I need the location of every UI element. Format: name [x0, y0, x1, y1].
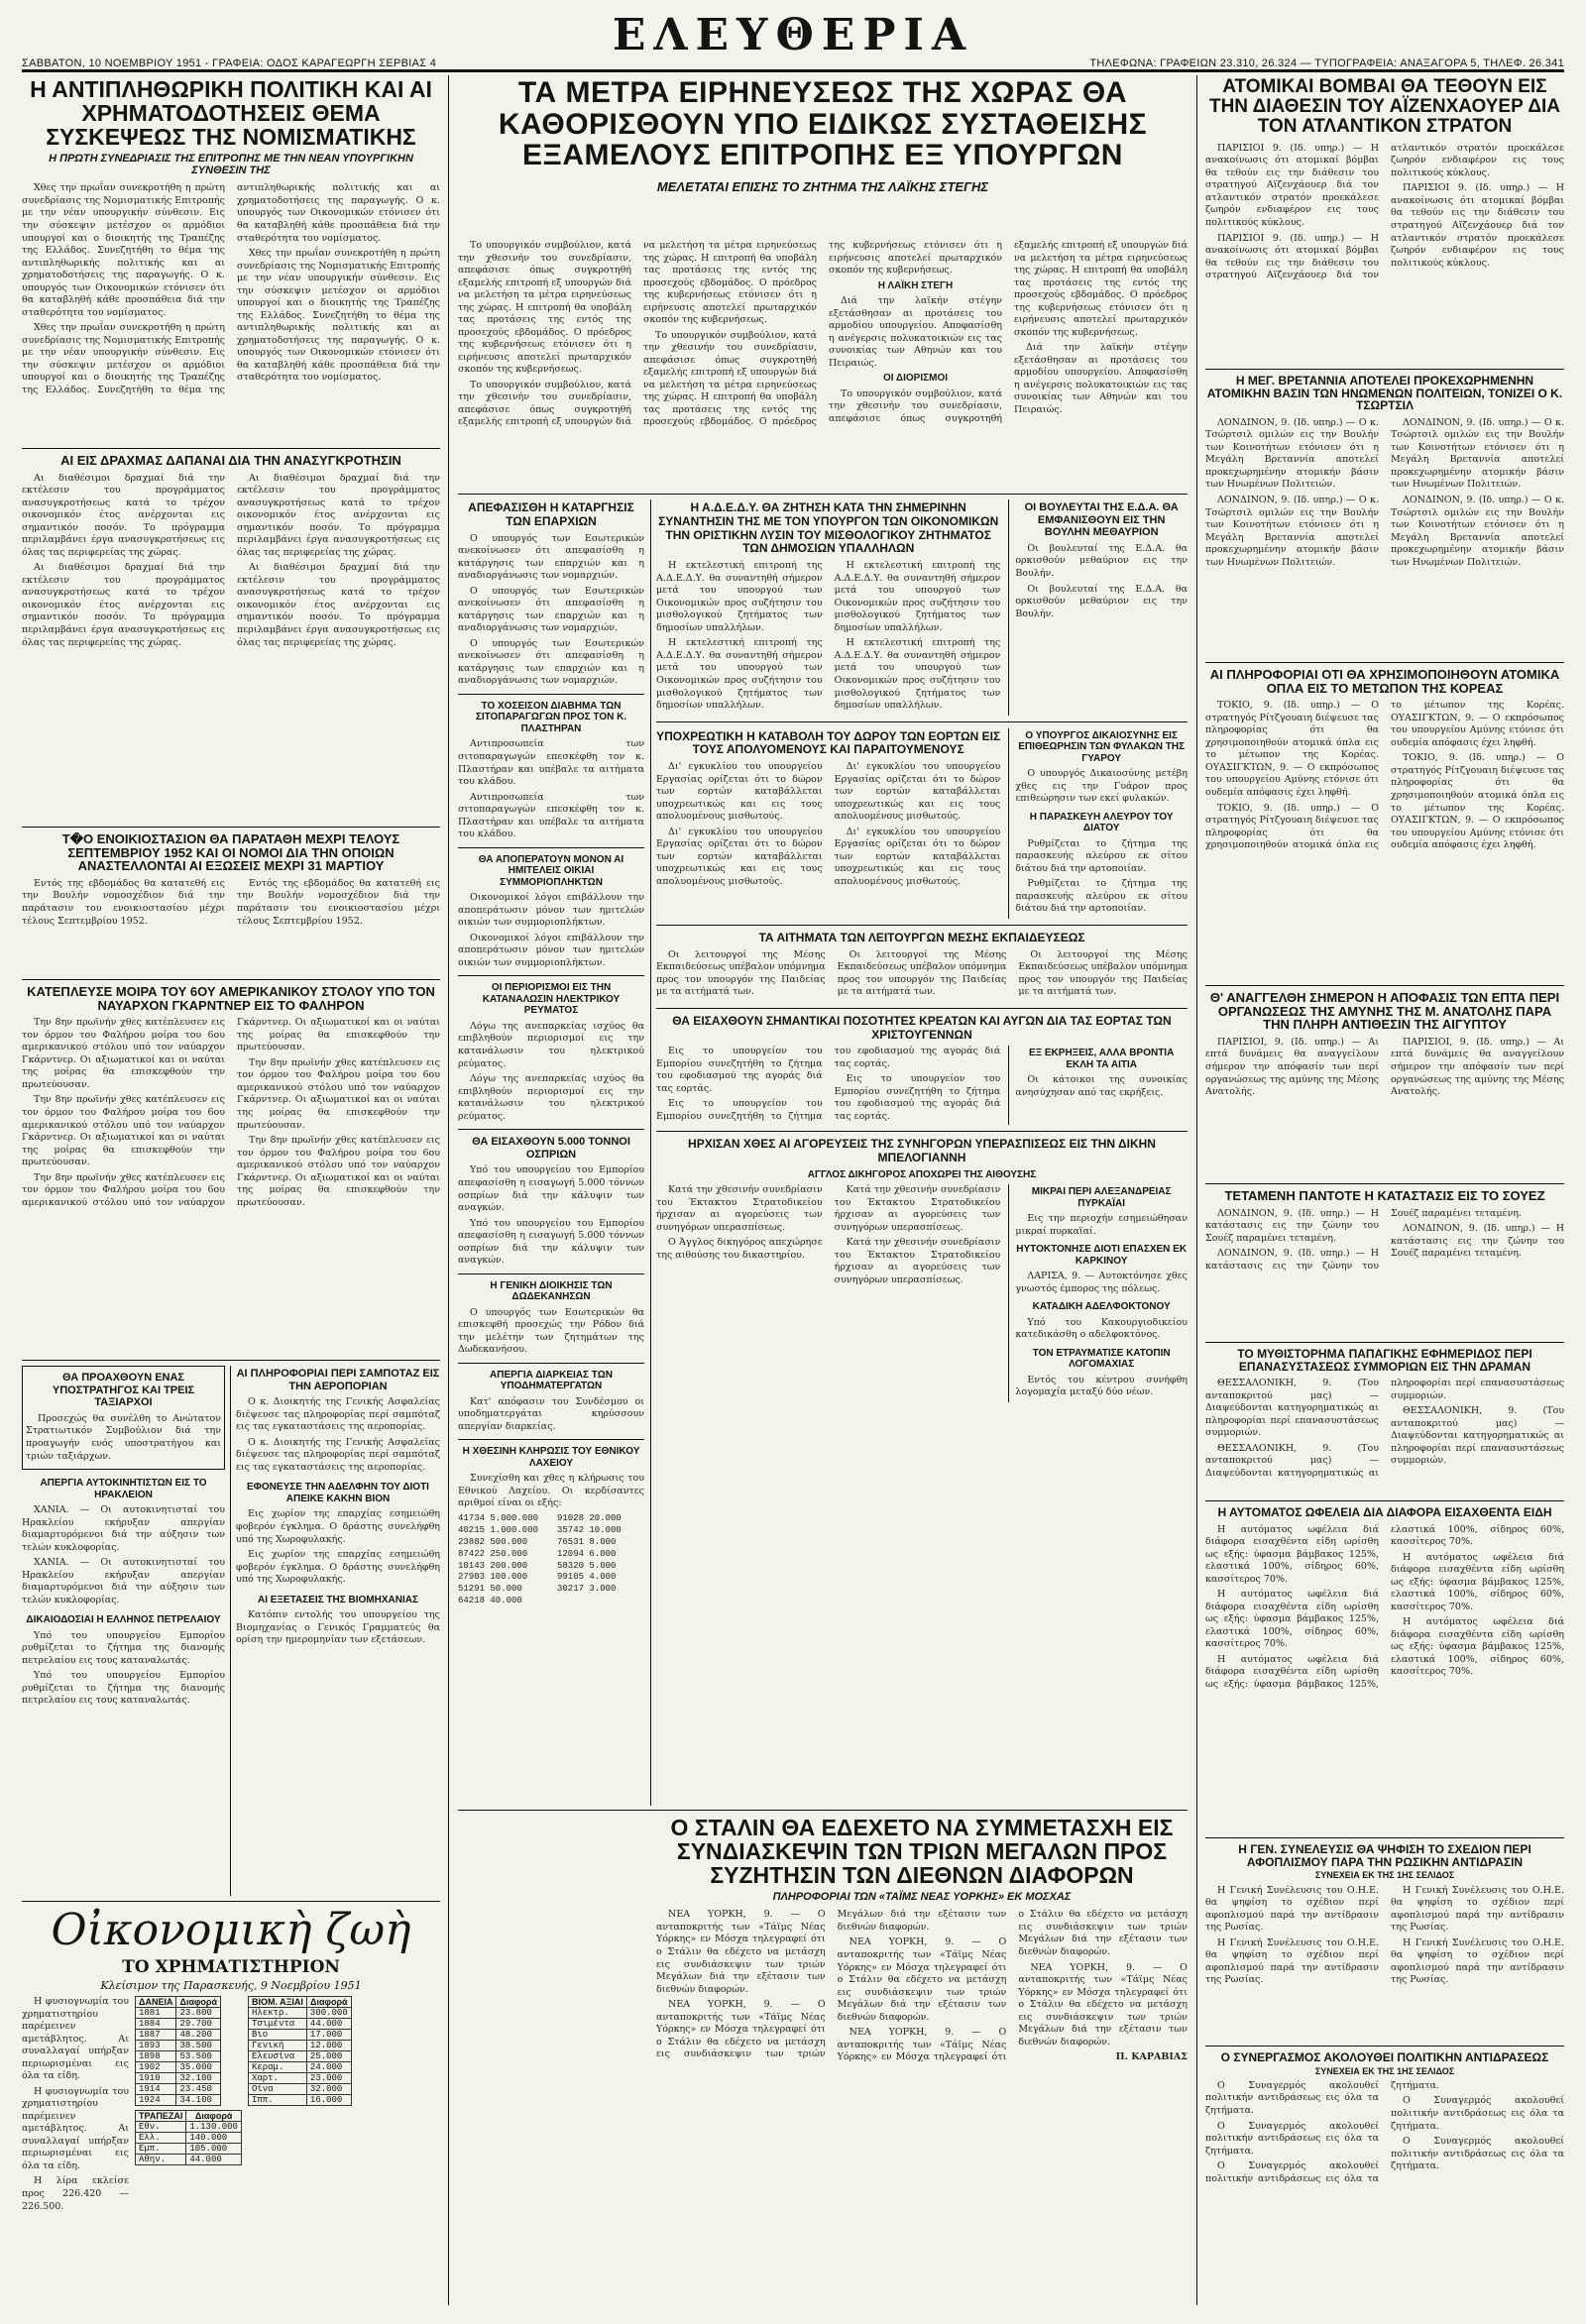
table-cell: 25.000	[306, 2051, 351, 2062]
column-rule	[230, 1366, 231, 1896]
lottery-number: 51291 50.000	[458, 1584, 522, 1595]
headline-diatoy: Η ΠΑΡΑΣΚΕΥΗ ΑΛΕΥΡΟΥ ΤΟΥ ΔΙΑΤΟΥ	[1029, 811, 1174, 834]
article-body: ΤΟΚΙΟ, 9. (Ιδ. υπηρ.) — Ο στρατηγός Ρίτζγουαιη διέψευσε τας πληροφορίας ότι θα χρησιμοποιηθούν ατομικά όπλα εις το μέτωπον της Κορέας. ΟΥΑΣΙΓΚΤΩΝ, 9. — Ο εκπρόσωπος του υπουργείου Αμύνης ετόνισε ότι ουδεμία απόφασις έχει ληφθή. ΤΟΚΙΟ, 9. (Ιδ. υπηρ.) — Ο στρατηγός Ρίτζγουαιη διέψευσε τας πληροφορίας ότι θα χρησιμοποιηθούν ατομικά όπλα εις το μέτωπον της Κορέας. ΟΥΑΣΙΓΚΤΩΝ, 9. — Ο εκπρόσωπος του υπουργείου Αμύνης ετόνισε ότι ουδεμία απόφασις έχει ληφθή. ΤΟΚΙΟ, 9. (Ιδ. υπηρ.) — Ο στρατηγός Ρίτζγουαιη διέψευσε τας πληροφορίας ότι θα χρησιμοποιηθούν ατομικά όπλα εις το μέτωπον της Κορέας. ΟΥΑΣΙΓΚΤΩΝ, 9. — Ο εκπρόσωπος του υπουργείου Αμύνης ετόνισε ότι ουδεμία απόφασις έχει ληφθή.	[1205, 700, 1564, 851]
body: Οι λειτουργοί της Μέσης Εκπαιδεύσεως υπέβαλον υπόμνημα προς τον υπουργόν της Παιδείας με τα αιτήματά των.	[1018, 948, 1188, 998]
table-cell: 48.200	[176, 2030, 221, 2041]
body: Εις το υπουργείον του Εμπορίου συνεζητήθη το ζήτημα του εφοδιασμού της αγοράς διά τας εορτάς.	[834, 1073, 1001, 1123]
table-cell: 1881	[136, 2008, 176, 2019]
lottery-number: 35742 10.000	[557, 1524, 622, 1535]
headline: Η ΑΝΤΙΠΛΗΘΩΡΙΚΗ ΠΟΛΙΤΙΚΗ ΚΑΙ ΑΙ ΧΡΗΜΑΤΟΔΟΤΗΣΕΙΣ ΘΕΜΑ ΣΥΣΚΕΨΕΩΣ ΤΗΣ ΝΟΜΙΣΜΑΤΙΚΗΣ	[30, 77, 432, 151]
article-body: Το υπουργικόν συμβούλιον, κατά την χθεσινήν του συνεδρίασιν, απεφάσισε όπως συγκροτηθή εξαμελής επιτροπή εξ υπουργών διά να μελετήση τα μέτρα ειρηνεύσεως της χώρας. Η επιτροπή θα υποβάλη τας προτάσεις της εντός της προσεχούς εβδομάδος. Ο πρόεδρος της κυβερνήσεως ετόνισεν ότι η ειρήνευσις αποτελεί πρωταρχικόν σκοπόν της κυβερνήσεως. Το υπουργικόν συμβούλιον, κατά την χθεσινήν του συνεδρίασιν, απεφάσισε όπως συγκροτηθή εξαμελής επιτροπή εξ υπουργών διά να μελετήση τα μέτρα ειρηνεύσεως της χώρας. Η επιτροπή θα υποβάλη τας προτάσεις της εντός της προσεχούς εβδομάδος. Ο πρόεδρος της κυβερνήσεως ετόνισεν ότι η ειρήνευσις αποτελεί πρωταρχικόν σκοπόν της κυβερνήσεως. Το υπουργικόν συμβούλιον, κατά την χθεσινήν του συνεδρίασιν, απεφάσισε όπως συγκροτηθή εξαμελής επιτροπή εξ υπουργών διά να μελετήση τα μέτρα ειρηνεύσεως της χώρας. Η επιτροπή θα υποβάλη τας προτάσεις της εντός της προσεχούς εβδομάδος. Ο πρόεδρος της κυβερνήσεως ετόνισεν ότι η ειρήνευσις αποτελεί πρωταρχικόν σκοπόν της κυβερνήσεως. Η ΛΑΪΚΗ ΣΤΕΓΗ Διά την λαϊκήν στέγην εξετάσθησαν αι προτάσεις του αρμοδίου υπουργείου. Αποφασίσθη η ανέγερσις πολυκατοικιών εις τας συνοικίας των Αθηνών και του Πειραιώς. ΟΙ ΔΙΟΡΙΣΜΟΙ Το υπουργικόν συμβούλιον, κατά την χθεσινήν του συνεδρίασιν, απεφάσισε όπως συγκροτηθή εξαμελής επιτροπή εξ υπουργών διά να μελετήση τα μέτρα ειρηνεύσεως της χώρας. Η επιτροπή θα υποβάλη τας προτάσεις της εντός της προσεχούς εβδομάδος. Ο πρόεδρος της κυβερνήσεως ετόνισεν ότι η ειρήνευσις αποτελεί πρωταρχικόν σκοπόν της κυβερνήσεως. Διά την λαϊκήν στέγην εξετάσθησαν αι προτάσεις του αρμοδίου υπουργείου. Αποφασίσθη η ανέγερσις πολυκατοικιών εις τας συνοικίας των Αθηνών και του Πειραιώς.	[458, 240, 1188, 428]
table-cell: Χαρτ.	[248, 2073, 306, 2084]
body: ΧΑΝΙΑ. — Οι αυτοκινητισταί του Ηρακλείου εκήρυξαν απεργίαν διαμαρτυρόμενοι διά την αύξησιν των τελών κυκλοφορίας.	[22, 1504, 225, 1553]
headline-kreata: ΘΑ ΕΙΣΑΧΘΟΥΝ ΣΗΜΑΝΤΙΚΑΙ ΠΟΣΟΤΗΤΕΣ ΚΡΕΑΤΩΝ ΚΑΙ ΑΥΓΩΝ ΔΙΑ ΤΑΣ ΕΟΡΤΑΣ ΤΩΝ ΧΡΙΣΤΟΥΓΕΝΝΩΝ	[672, 1013, 1172, 1042]
table-cell: 23.000	[306, 2073, 351, 2084]
table-cell: Εθν.	[136, 2122, 186, 2133]
article-body: Αι διαθέσιμοι δραχμαί διά την εκτέλεσιν του προγράμματος ανασυγκροτήσεως κατά το τρέχον οικονομικόν έτος ανέρχονται εις σημαντικόν ποσόν. Το πρόγραμμα περιλαμβάνει έργα ανασυγκροτήσεως εις όλας τας περιφερείας της χώρας. Αι διαθέσιμοι δραχμαί διά την εκτέλεσιν του προγράμματος ανασυγκροτήσεως κατά το τρέχον οικονομικόν έτος ανέρχονται εις σημαντικόν ποσόν. Το πρόγραμμα περιλαμβάνει έργα ανασυγκροτήσεως εις όλας τας περιφερείας της χώρας. Αι διαθέσιμοι δραχμαί διά την εκτέλεσιν του προγράμματος ανασυγκροτήσεως κατά το τρέχον οικονομικόν έτος ανέρχονται εις σημαντικόν ποσόν. Το πρόγραμμα περιλαμβάνει έργα ανασυγκροτήσεως εις όλας τας περιφερείας της χώρας. Αι διαθέσιμοι δραχμαί διά την εκτέλεσιν του προγράμματος ανασυγκροτήσεως κατά το τρέχον οικονομικόν έτος ανέρχονται εις σημαντικόν ποσόν. Το πρόγραμμα περιλαμβάνει έργα ανασυγκροτήσεως εις όλας τας περιφερείας της χώρας.	[22, 472, 440, 648]
body: Ο υπουργός των Εσωτερικών ανεκοίνωσεν ότι απεφασίσθη η κατάργησις των επαρχιών και η αναδιοργάνωσις των νομαρχιών.	[458, 637, 644, 687]
divider	[458, 494, 1188, 495]
article-souez	[1205, 1189, 1564, 1338]
table-cell: 1893	[136, 2041, 176, 2051]
table-cell: 23.450	[176, 2084, 221, 2095]
body: Οι κάτοικοι της συνοικίας ανησύχησαν από τας εκρήξεις.	[1015, 1074, 1188, 1098]
headline: Θ' ΑΝΑΓΓΕΛΘΗ ΣΗΜΕΡΟΝ Η ΑΠΟΦΑΣΙΣ ΤΩΝ ΕΠΤΑ ΠΕΡΙ ΟΡΓΑΝΩΣΕΩΣ ΤΗΣ ΑΜΥΝΗΣ ΤΗΣ Μ. ΑΝΑΤΟΛΗΣ ΠΑΡΑ ΤΗΝ ΠΛΗΡΗ ΑΝΤΙΘΕΣΙΝ ΤΗΣ ΑΙΓΥΠΤΟΥ	[1209, 991, 1560, 1033]
body: Δι' εγκυκλίου του υπουργείου Εργασίας ορίζεται ότι το δώρον των εορτών καταβάλλεται υποχρεωτικώς και εις τους απολυομένους μισθωτούς.	[656, 826, 823, 887]
article-rosiki	[1205, 1843, 1564, 2042]
divider	[22, 1901, 440, 1902]
headline: ΤΟ ΜΥΘΙΣΤΟΡΗΜΑ ΠΑΠΑΓΙΚΗΣ ΕΦΗΜΕΡΙΔΟΣ ΠΕΡΙ ΕΠΑΝΑΣΥΣΤΑΣΕΩΣ ΣΥΜΜΟΡΙΩΝ ΕΙΣ ΤΗΝ ΔΡΑΜΑΝ	[1237, 1348, 1532, 1374]
body: Η εκτελεστική επιτροπή της Α.Δ.Ε.Δ.Υ. θα συναντηθή σήμερον μετά του υπουργού των Οικονομικών προς συζήτησιν του μισθολογικού ζητήματος των δημοσίων υπαλλήλων.	[656, 637, 823, 712]
headline: Η ΑΥΤΟΜΑΤΟΣ ΩΦΕΛΕΙΑ ΔΙΑ ΔΙΑΦΟΡΑ ΕΙΣΑΧΘΕΝΤΑ ΕΙΔΗ	[1217, 1506, 1552, 1519]
lottery-number: 27903 100.000	[458, 1572, 528, 1583]
table-cell: 24.000	[306, 2062, 351, 2073]
lottery-number: 99105 4.000	[557, 1572, 617, 1583]
article-body: ΛΟΝΔΙΝΟΝ, 9. (Ιδ. υπηρ.) — Ο κ. Τσώρτσιλ ομιλών εις την Βουλήν των Κοινοτήτων ετόνισεν ότι η Μεγάλη Βρεταννία αποτελεί προκεχωρημένην ατομικήν βάσιν των Ηνωμένων Πολιτειών. ΛΟΝΔΙΝΟΝ, 9. (Ιδ. υπηρ.) — Ο κ. Τσώρτσιλ ομιλών εις την Βουλήν των Κοινοτήτων ετόνισεν ότι η Μεγάλη Βρεταννία αποτελεί προκεχωρημένην ατομικήν βάσιν των Ηνωμένων Πολιτειών. ΛΟΝΔΙΝΟΝ, 9. (Ιδ. υπηρ.) — Ο κ. Τσώρτσιλ ομιλών εις την Βουλήν των Κοινοτήτων ετόνισεν ότι η Μεγάλη Βρεταννία αποτελεί προκεχωρημένην ατομικήν βάσιν των Ηνωμένων Πολιτειών. ΛΟΝΔΙΝΟΝ, 9. (Ιδ. υπηρ.) — Ο κ. Τσώρτσιλ ομιλών εις την Βουλήν των Κοινοτήτων ετόνισεν ότι η Μεγάλη Βρεταννία αποτελεί προκεχωρημένην ατομικήν βάσιν των Ηνωμένων Πολιτειών.	[1205, 416, 1564, 568]
headline: Ο ΣΤΑΛΙΝ ΘΑ ΕΔΕΧΕΤΟ ΝΑ ΣΥΜΜΕΤΑΣΧΗ ΕΙΣ ΣΥΝΔΙΑΣΚΕΨΙΝ ΤΩΝ ΤΡΙΩΝ ΜΕΓΑΛΩΝ ΠΡΟΣ ΣΥΖΗΤΗΣΙΝ ΤΩΝ ΔΙΕΘΝΩΝ ΔΙΑΦΟΡΩΝ	[670, 1816, 1174, 1889]
table-cell: 1910	[136, 2073, 176, 2084]
subhead: Η ΠΡΩΤΗ ΣΥΝΕΔΡΙΑΣΙΣ ΤΗΣ ΕΠΙΤΡΟΠΗΣ ΜΕ ΤΗΝ ΝΕΑΝ ΥΠΟΥΡΓΙΚΗΝ ΣΥΝΘΕΣΙΝ ΤΗΣ	[49, 153, 413, 177]
body: Οι λειτουργοί της Μέσης Εκπαιδεύσεως υπέβαλον υπόμνημα προς τον υπουργόν της Παιδείας με τα αιτήματά των.	[656, 948, 826, 998]
table-row	[136, 2122, 242, 2133]
article-body: ΠΑΡΙΣΙΟΙ 9. (Ιδ. υπηρ.) — Η ανακοίνωσις ότι ατομικαί βόμβαι θα τεθούν εις την διάθεσιν του στρατηγού Αϊζενχάουερ διά τον ατλαντικόν στρατόν προεκάλεσε ζωηρόν ενδιαφέρον εις τους πολιτικούς κύκλους. ΠΑΡΙΣΙΟΙ 9. (Ιδ. υπηρ.) — Η ανακοίνωσις ότι ατομικαί βόμβαι θα τεθούν εις την διάθεσιν του στρατηγού Αϊζενχάουερ διά τον ατλαντικόν στρατόν προεκάλεσε ζωηρόν ενδιαφέρον εις τους πολιτικούς κύκλους. ΠΑΡΙΣΙΟΙ 9. (Ιδ. υπηρ.) — Η ανακοίνωσις ότι ατομικαί βόμβαι θα τεθούν εις την διάθεσιν του στρατηγού Αϊζενχάουερ διά τον ατλαντικόν στρατόν προεκάλεσε ζωηρόν ενδιαφέρον εις τους πολιτικούς κύκλους.	[1205, 142, 1564, 281]
headline: Τ�O ΕΝΟΙΚΙΟΣΤΑΣΙΟΝ ΘΑ ΠΑΡΑΤΑΘΗ ΜΕΧΡΙ ΤΕΛΟΥΣ ΣΕΠΤΕΜΒΡΙΟΥ 1952 ΚΑΙ ΟΙ ΝΟΜΟΙ ΔΙΑ ΤΗΝ ΟΠΟΙΩΝ ΑΝΑΣΤΕΛΛΟΝΤΑΙ ΑΙ ΕΞΩΣΕΙΣ ΜΕΧΡΙ 31 ΜΑΡΤΙΟΥ	[61, 832, 400, 874]
article-drachmes	[22, 454, 440, 823]
divider	[458, 1273, 644, 1274]
table-row	[136, 2019, 221, 2030]
table-cell: 300.000	[306, 2008, 351, 2019]
body: Κατά την χθεσινήν συνεδρίασιν του Έκτακτου Στρατοδικείου ήρχισαν αι αγορεύσεις των συνηγόρων υπερασπίσεως.	[834, 1237, 1001, 1285]
divider	[1205, 1342, 1564, 1343]
subheading: ΟΙ ΔΙΟΡΙΣΜΟΙ	[882, 373, 949, 385]
article-body: Την 8ην πρωϊνήν χθες κατέπλευσεν εις τον όρμον του Φαλήρου μοίρα του 6ου αμερικανικού στόλου υπό τον ναύαρχον Γκάρντνερ. Οι αξιωματικοί και οι ναύται της μοίρας θα επισκεφθούν την πρωτεύουσαν. Την 8ην πρωϊνήν χθες κατέπλευσεν εις τον όρμον του Φαλήρου μοίρα του 6ου αμερικανικού στόλου υπό τον ναύαρχον Γκάρντνερ. Οι αξιωματικοί και οι ναύται της μοίρας θα επισκεφθούν την πρωτεύουσαν. Την 8ην πρωϊνήν χθες κατέπλευσεν εις τον όρμον του Φαλήρου μοίρα του 6ου αμερικανικού στόλου υπό τον ναύαρχον Γκάρντνερ. Οι αξιωματικοί και οι ναύται της μοίρας θα επισκεφθούν την πρωτεύουσαν. Την 8ην πρωϊνήν χθες κατέπλευσεν εις τον όρμον του Φαλήρου μοίρα του 6ου αμερικανικού στόλου υπό τον ναύαρχον Γκάρντνερ. Οι αξιωματικοί και οι ναύται της μοίρας θα επισκεφθούν την πρωτεύουσαν. Την 8ην πρωϊνήν χθες κατέπλευσεν εις τον όρμον του Φαλήρου μοίρα του 6ου αμερικανικού στόλου υπό τον ναύαρχον Γκάρντνερ. Οι αξιωματικοί και οι ναύται της μοίρας θα επισκεφθούν την πρωτεύουσαν.	[22, 1017, 440, 1208]
body: Προσεχώς θα συνέλθη το Ανώτατον Στρατιωτικόν Συμβούλιον διά την προαγωγήν ενός υποστρατήγου και τριών ταξιάρχων.	[26, 1412, 221, 1462]
article-body: ΝΕΑ ΥΟΡΚΗ, 9. — Ο ανταποκριτής των «Τάϊμς Νέας Υόρκης» εν Μόσχα τηλεγραφεί ότι ο Στάλιν θα εδέχετο να μετάσχη εις συνδιάσκεψιν των τριών Μεγάλων διά την εξέτασιν των διεθνών διαφορών. ΝΕΑ ΥΟΡΚΗ, 9. — Ο ανταποκριτής των «Τάϊμς Νέας Υόρκης» εν Μόσχα τηλεγραφεί ότι ο Στάλιν θα εδέχετο να μετάσχη εις συνδιάσκεψιν των τριών Μεγάλων διά την εξέτασιν των διεθνών διαφορών. ΝΕΑ ΥΟΡΚΗ, 9. — Ο ανταποκριτής των «Τάϊμς Νέας Υόρκης» εν Μόσχα τηλεγραφεί ότι ο Στάλιν θα εδέχετο να μετάσχη εις συνδιάσκεψιν των τριών Μεγάλων διά την εξέτασιν των διεθνών διαφορών. ΝΕΑ ΥΟΡΚΗ, 9. — Ο ανταποκριτής των «Τάϊμς Νέας Υόρκης» εν Μόσχα τηλεγραφεί ότι ο Στάλιν θα εδέχετο να μετάσχη εις συνδιάσκεψιν των τριών Μεγάλων διά την εξέτασιν των διεθνών διαφορών. ΝΕΑ ΥΟΡΚΗ, 9. — Ο ανταποκριτής των «Τάϊμς Νέας Υόρκης» εν Μόσχα τηλεγραφεί ότι ο Στάλιν θα εδέχετο να μετάσχη εις συνδιάσκεψιν των τριών Μεγάλων διά την εξέτασιν των διεθνών διαφορών. Π. ΚΑΡΑΒΙΑΣ	[656, 1909, 1188, 2063]
body: Ο κ. Διοικητής της Γενικής Ασφαλείας διέψευσε τας πληροφορίας περί σαμπόταζ εις τας εγκαταστάσεις της αεροπορίας.	[236, 1396, 440, 1433]
table-row	[136, 2155, 242, 2165]
headline-doro: ΥΠΟΧΡΕΩΤΙΚΗ Η ΚΑΤΑΒΟΛΗ ΤΟΥ ΔΩΡΟΥ ΤΩΝ ΕΟΡΤΩΝ ΕΙΣ ΤΟΥΣ ΑΠΟΛΥΟΜΕΝΟΥΣ ΚΑΙ ΠΑΡΑΙΤΟΥΜΕΝΟΥΣ	[656, 728, 1001, 757]
article-metra-headline	[458, 77, 1188, 236]
body: Ο υπουργός των Εσωτερικών θα επισκεφθή προσεχώς την Ρόδον διά την μελέτην των ζητημάτων της Δωδεκανήσου.	[458, 1306, 644, 1356]
column-rule	[448, 75, 449, 2305]
subheading: Η ΛΑΪΚΗ ΣΤΕΓΗ	[877, 279, 954, 291]
lottery-number: 58320 5.000	[557, 1560, 617, 1571]
left-small-items	[22, 1366, 225, 1896]
body: Η εκτελεστική επιτροπή της Α.Δ.Ε.Δ.Υ. θα συναντηθή σήμερον μετά του υπουργού των Οικονομικών προς συζήτησιν του μισθολογικού ζητήματος των δημοσίων υπαλλήλων.	[834, 560, 1001, 633]
table-cell: 16.000	[306, 2095, 351, 2106]
lottery-number: 30217 3.000	[557, 1584, 617, 1595]
continuation: ΣΥΝΕΧΕΙΑ ΕΚ ΤΗΣ 1ΗΣ ΣΕΛΙΔΟΣ	[1314, 1870, 1455, 1881]
headline-aitimata: ΤΑ ΑΙΤΗΜΑΤΑ ΤΩΝ ΛΕΙΤΟΥΡΓΩΝ ΜΕΣΗΣ ΕΚΠΑΙΔΕΥΣΕΩΣ	[758, 930, 1085, 944]
subhead: ΠΛΗΡΟΦΟΡΙΑΙ ΤΩΝ «ΤΑΪΜΣ ΝΕΑΣ ΥΟΡΚΗΣ» ΕΚ ΜΟΣΧΑΣ	[772, 1891, 1072, 1904]
body: Συνεχίσθη και χθες η κλήρωσις του Εθνικού Λαχείου. Οι κερδίσαντες αριθμοί είναι οι εξής:	[458, 1473, 644, 1509]
divider	[1205, 662, 1564, 663]
table-row	[136, 2062, 221, 2073]
table-row	[248, 2095, 351, 2106]
table-cell: 1914	[136, 2084, 176, 2095]
headline: ΘΑ ΠΡΟΑΧΘΟΥΝ ΕΝΑΣ ΥΠΟΣΤΡΑΤΗΓΟΣ ΚΑΙ ΤΡΕΙΣ ΤΑΞΙΑΡΧΟΙ	[52, 1372, 195, 1409]
industry-table	[248, 1996, 352, 2106]
table-row	[136, 2051, 221, 2062]
article-aigyptos	[1205, 991, 1564, 1179]
table-cell: Οίνα	[248, 2084, 306, 2095]
divider	[656, 1131, 1188, 1132]
table-cell: 1887	[136, 2030, 176, 2041]
table-cell: Τσιμέντα	[248, 2019, 306, 2030]
body: Οικονομικοί λόγοι επιβάλλουν την αποπεράτωσιν μόνον των ημιτελών οικιών των συμμοριοπλήκτων.	[458, 932, 644, 968]
lottery-number: 10143 200.000	[458, 1560, 528, 1571]
divider	[458, 694, 644, 695]
body: Ο Άγγλος δικηγόρος απεχώρησε της αιθούσης του δικαστηρίου.	[656, 1237, 823, 1261]
column-header: Διαφορά	[186, 2111, 242, 2122]
body: Εις χωρίον της επαρχίας εσημειώθη φοβερόν έγκλημα. Ο δράστης συνελήφθη υπό της Χωροφυλακής.	[236, 1549, 440, 1586]
table-row	[136, 2133, 242, 2144]
table-cell: Ιππ.	[248, 2095, 306, 2106]
article-atomikai	[1205, 77, 1564, 365]
table-cell: 17.000	[306, 2030, 351, 2041]
table-row	[248, 2019, 351, 2030]
article-body: Εντός της εβδομάδος θα κατατεθή εις την Βουλήν νομοσχέδιον διά την παράτασιν του ενοικιοστασίου μέχρι τέλους Σεπτεμβρίου 1952. Εντός της εβδομάδος θα κατατεθή εις την Βουλήν νομοσχέδιον διά την παράτασιν του ενοικιοστασίου μέχρι τέλους Σεπτεμβρίου 1952.	[22, 877, 440, 927]
column-header: Διαφορά	[176, 1997, 221, 2008]
body: Κατ' απόφασιν του Συνδέσμου οι υποδηματεργάται κηρύσσουν απεργίαν διαρκείας.	[458, 1395, 644, 1432]
headline: ΑΙ ΠΛΗΡΟΦΟΡΙΑΙ ΟΤΙ ΘΑ ΧΡΗΣΙΜΟΠΟΙΗΘΟΥΝ ΑΤΟΜΙΚΑ ΟΠΛΑ ΕΙΣ ΤΟ ΜΕΤΩΠΟΝ ΤΗΣ ΚΟΡΕΑΣ	[1209, 668, 1560, 696]
body: Αντιπροσωπεία των σιτοπαραγωγών επεσκέφθη τον κ. Πλαστήραν και υπέβαλε τα αιτήματα του κλάδου.	[458, 738, 644, 788]
article-stalin	[656, 1816, 1188, 2305]
article-body: Ο Συναγερμός ακολουθεί πολιτικήν αντιδράσεως εις όλα τα ζητήματα. Ο Συναγερμός ακολουθεί πολιτικήν αντιδράσεως εις όλα τα ζητήματα. Ο Συναγερμός ακολουθεί πολιτικήν αντιδράσεως εις όλα τα ζητήματα. Ο Συναγερμός ακολουθεί πολιτικήν αντιδράσεως εις όλα τα ζητήματα. Ο Συναγερμός ακολουθεί πολιτικήν αντιδράσεως εις όλα τα ζητήματα.	[1205, 2079, 1564, 2184]
column-rule	[650, 499, 651, 1806]
table-row	[248, 2073, 351, 2084]
article-body: Χθες την πρωΐαν συνεκροτήθη η πρώτη συνεδρίασις της Νομισματικής Επιτροπής με την νέαν υπουργικήν σύνθεσιν. Εις την σύσκεψιν μετέσχον οι αρμόδιοι υπουργοί και ο διοικητής της Τραπέζης της Ελλάδος. Συνεζητήθη το θέμα της αντιπληθωρικής πολιτικής και αι χρηματοδοτήσεις της παραγωγής. Ο κ. υπουργός των Οικονομικών ετόνισεν ότι θα καταβληθή κάθε προσπάθεια διά την σταθερότητα του νομίσματος. Χθες την πρωΐαν συνεκροτήθη η πρώτη συνεδρίασις της Νομισματικής Επιτροπής με την νέαν υπουργικήν σύνθεσιν. Εις την σύσκεψιν μετέσχον οι αρμόδιοι υπουργοί και ο διοικητής της Τραπέζης της Ελλάδος. Συνεζητήθη το θέμα της αντιπληθωρικής πολιτικής και αι χρηματοδοτήσεις της παραγωγής. Ο κ. υπουργός των Οικονομικών ετόνισεν ότι θα καταβληθή κάθε προσπάθεια διά την σταθερότητα του νομίσματος. Χθες την πρωΐαν συνεκροτήθη η πρώτη συνεδρίασις της Νομισματικής Επιτροπής με την νέαν υπουργικήν σύνθεσιν. Εις την σύσκεψιν μετέσχον οι αρμόδιοι υπουργοί και ο διοικητής της Τραπέζης της Ελλάδος. Συνεζητήθη το θέμα της αντιπληθωρικής πολιτικής και αι χρηματοδοτήσεις της παραγωγής. Ο κ. υπουργός των Οικονομικών ετόνισεν ότι θα καταβληθή κάθε προσπάθεια διά την σταθερότητα του νομίσματος.	[22, 182, 440, 395]
body: Οικονομικοί λόγοι επιβάλλουν την αποπεράτωσιν μόνον των ημιτελών οικιών των συμμοριοπλήκτων.	[458, 892, 644, 929]
headline-eda: ΟΙ ΒΟΥΛΕΥΤΑΙ ΤΗΣ Ε.Δ.Α. ΘΑ ΕΜΦΑΝΙΣΘΟΥΝ ΕΙΣ ΤΗΝ ΒΟΥΛΗΝ ΜΕΘΑΥΡΙΟΝ	[1024, 501, 1179, 539]
headline-adelfoktonoi: ΚΑΤΑΔΙΚΗ ΑΔΕΛΦΟΚΤΟΝΟΥ	[1032, 1301, 1171, 1313]
headline-xoseis: ΤΟ ΧΟΣΕΙΣΟΝ ΔΙΑΒΗΜΑ ΤΩΝ ΣΙΤΟΠΑΡΑΓΩΓΩΝ ΠΡΟΣ ΤΟΝ Κ. ΠΛΑΣΤΗΡΑΝ	[475, 700, 627, 734]
column-rule	[1196, 75, 1197, 2305]
divider	[656, 721, 1188, 722]
table-cell: 105.000	[186, 2144, 242, 2155]
table-row	[248, 2084, 351, 2095]
table-cell: 38.500	[176, 2041, 221, 2051]
table-cell: 44.000	[186, 2155, 242, 2165]
right-small-items	[236, 1366, 440, 1896]
headline-ospria: ΘΑ ΕΙΣΑΧΘΟΥΝ 5.000 ΤΟΝΝΟΙ ΟΣΠΡΙΩΝ	[472, 1136, 630, 1161]
table-cell: Γενική	[248, 2041, 306, 2051]
headline: ΚΑΤΕΠΛΕΥΣΕ ΜΟΙΡΑ ΤΟΥ 6ΟΥ ΑΜΕΡΙΚΑΝΙΚΟΥ ΣΤΟΛΟΥ ΥΠΟ ΤΟΝ ΝΑΥΑΡΧΟΝ ΓΚΑΡΝΤΝΕΡ ΕΙΣ ΤΟ ΦΑΛΗΡΟΝ	[27, 985, 435, 1013]
table-cell: 12.000	[306, 2041, 351, 2051]
table-cell: 1898	[136, 2051, 176, 2062]
table-row	[136, 2073, 221, 2084]
body: Δι' εγκυκλίου του υπουργείου Εργασίας ορίζεται ότι το δώρον των εορτών καταβάλλεται υποχρεωτικώς και εις τους απολυομένους μισθωτούς.	[834, 761, 1001, 823]
body: Εντός του κέντρου συνήφθη λογομαχία μεταξύ δύο νέων.	[1015, 1374, 1188, 1398]
box-ypostratigos	[22, 1366, 225, 1470]
headline-periorismoi: ΟΙ ΠΕΡΙΟΡΙΣΜΟΙ ΕΙΣ ΤΗΝ ΚΑΤΑΝΑΛΩΣΙΝ ΗΛΕΚΤΡΙΚΟΥ ΡΕΥΜΑΤΟΣ	[482, 982, 621, 1017]
body: ΧΑΝΙΑ. — Οι αυτοκινητισταί του Ηρακλείου εκήρυξαν απεργίαν διαμαρτυρόμενοι διά την αύξησιν των τελών κυκλοφορίας.	[22, 1557, 225, 1605]
table-row	[136, 2030, 221, 2041]
table-cell: Κεραμ.	[248, 2062, 306, 2073]
headline: ΑΤΟΜΙΚΑΙ ΒΟΜΒΑΙ ΘΑ ΤΕΘΟΥΝ ΕΙΣ ΤΗΝ ΔΙΑΘΕΣΙΝ ΤΟΥ ΑΪΖΕΝΧΑΟΥΕΡ ΔΙΑ ΤΟΝ ΑΤΛΑΝΤΙΚΟΝ ΣΤΡΑΤΟΝ	[1208, 77, 1561, 137]
column-header: ΒΙΟΜ. ΑΞΙΑΙ	[248, 1997, 306, 2008]
newspaper-page	[22, 10, 1564, 2309]
article-parataxis	[22, 832, 440, 976]
body: Ο υπουργός των Εσωτερικών ανεκοίνωσεν ότι απεφασίσθη η κατάργησις των επαρχιών και η αναδιοργάνωσις των νομαρχιών.	[458, 532, 644, 582]
table-cell: Ελλ.	[136, 2133, 186, 2144]
article-antiplithoriki	[22, 77, 440, 446]
table-row	[136, 2041, 221, 2051]
body: Εις την περιοχήν εσημειώθησαν μικραί πυρκαϊαί.	[1015, 1213, 1188, 1237]
headline-apoperatountai: ΘΑ ΑΠΟΠΕΡΑΤΟΥΝ ΜΟΝΟΝ ΑΙ ΗΜΙΤΕΛΕΙΣ ΟΙΚΙΑΙ ΣΥΜΜΟΡΙΟΠΛΗΚΤΩΝ	[478, 853, 624, 888]
table-row	[248, 2062, 351, 2073]
headline-pyrkagia: ΜΙΚΡΑΙ ΠΕΡΙ ΑΛΕΞΑΝΔΡΕΙΑΣ ΠΥΡΚΑΪΑΙ	[1031, 1186, 1172, 1209]
table-cell: Αθην.	[136, 2155, 186, 2165]
table-cell: Ελευσίνα	[248, 2051, 306, 2062]
table-row	[136, 2008, 221, 2019]
body: Οι βουλευταί της Ε.Δ.Α. θα ορκισθούν μεθαύριον εις την Βουλήν.	[1015, 542, 1188, 579]
table-cell: 23.800	[176, 2008, 221, 2019]
body: Υπό του υπουργείου του Εμπορίου απεφασίσθη η εισαγωγή 5.000 τόννων οσπρίων διά την κάλυψιν των αναγκών.	[458, 1164, 644, 1214]
economic-title: Οἰκονομικὴ ζωὴ	[51, 1905, 411, 1955]
table-row	[248, 2041, 351, 2051]
table-row	[136, 2144, 242, 2155]
article-stolos	[22, 985, 440, 1357]
divider	[1205, 1183, 1564, 1184]
divider	[458, 1129, 644, 1130]
continuation: ΣΥΝΕΧΕΙΑ ΕΚ ΤΗΣ 1ΗΣ ΣΕΛΙΔΟΣ	[1314, 2065, 1455, 2076]
table-cell: 35.000	[176, 2062, 221, 2073]
main-headline: ΤΑ ΜΕΤΡΑ ΕΙΡΗΝΕΥΣΕΩΣ ΤΗΣ ΧΩΡΑΣ ΘΑ ΚΑΘΟΡΙΣΘΟΥΝ ΥΠΟ ΕΙΔΙΚΩΣ ΣΥΣΤΑΘΕΙΣΗΣ ΕΞΑΜΕΛΟΥΣ ΕΠΙΤΡΟΠΗΣ ΕΞ ΥΠΟΥΡΓΩΝ	[498, 77, 1148, 171]
body: Δι' εγκυκλίου του υπουργείου Εργασίας ορίζεται ότι το δώρον των εορτών καταβάλλεται υποχρεωτικώς και εις τους απολυομένους μισθωτούς.	[834, 826, 1001, 887]
table-cell: 32.100	[176, 2073, 221, 2084]
table-cell: 53.500	[176, 2051, 221, 2062]
table-cell: 44.000	[306, 2019, 351, 2030]
date-line: ΣΑΒΒΑΤΟΝ, 10 ΝΟΕΜΒΡΙΟΥ 1951 - ΓΡΑΦΕΙΑ: ΟΔΟΣ ΚΑΡΑΓΕΩΡΓΗ ΣΕΡΒΙΑΣ 4	[22, 57, 437, 69]
body: Κατά την χθεσινήν συνεδρίασιν του Έκτακτου Στρατοδικείου ήρχισαν αι αγορεύσεις των συνηγόρων υπερασπίσεως.	[834, 1184, 1001, 1233]
body: Εις το υπουργείον του Εμπορίου συνεζητήθη το ζήτημα του εφοδιασμού της αγοράς διά τας εορτάς.	[656, 1046, 823, 1094]
divider	[22, 827, 440, 828]
table-row	[248, 2051, 351, 2062]
article-ofeleia	[1205, 1506, 1564, 1833]
lottery-numbers	[458, 1513, 644, 1607]
headline-geniki-dioikisi: Η ΓΕΝΙΚΗ ΔΙΟΙΚΗΣΙΣ ΤΩΝ ΔΩΔΕΚΑΝΗΣΩΝ	[490, 1279, 613, 1303]
body: Κατά την χθεσινήν συνεδρίασιν του Έκτακτου Στρατοδικείου ήρχισαν αι αγορεύσεις των συνηγόρων υπερασπίσεως.	[656, 1184, 823, 1233]
headline-katargisi: ΑΠΕΦΑΣΙΣΘΗ Η ΚΑΤΑΡΓΗΣΙΣ ΤΩΝ ΕΠΑΡΧΙΩΝ	[468, 500, 634, 528]
economic-intro	[22, 1996, 129, 2216]
body: Λόγω της ανεπαρκείας ισχύος θα επιβληθούν περιορισμοί εις την κατανάλωσιν του ηλεκτρικού ρεύματος.	[458, 1073, 644, 1122]
byline: Π. ΚΑΡΑΒΙΑΣ	[1115, 2051, 1188, 2063]
body: Ο υπουργός των Εσωτερικών ανεκοίνωσεν ότι απεφασίσθη η κατάργησις των επαρχιών και η αναδιοργάνωσις των νομαρχιών.	[458, 585, 644, 634]
newspaper-title: ΕΛΕΥΘΕΡΙΑ	[612, 10, 974, 60]
body: Ο κ. Διοικητής της Γενικής Ασφαλείας διέψευσε τας πληροφορίας περί σαμπόταζ εις τας εγκαταστάσεις της αεροπορίας.	[236, 1436, 440, 1473]
headline-dikaiosynis: Ο ΥΠΟΥΡΓΟΣ ΔΙΚΑΙΟΣΥΝΗΣ ΕΙΣ ΕΠΙΘΕΩΡΗΣΙΝ ΤΩΝ ΦΥΛΑΚΩΝ ΤΗΣ ΓΥΑΡΟΥ	[1018, 729, 1186, 764]
divider	[656, 925, 1188, 926]
divider	[458, 1363, 644, 1364]
lottery-number: 91028 20.000	[557, 1513, 622, 1523]
lottery-number: 41734 5.000.000	[458, 1513, 539, 1523]
lottery-number: 87422 250.000	[458, 1548, 528, 1559]
article-body: ΘΕΣΣΑΛΟΝΙΚΗ, 9. (Του ανταποκριτού μας) — Διαψεύδονται κατηγορηματικώς αι πληροφορίαι περί επανασυστάσεως συμμοριών. ΘΕΣΣΑΛΟΝΙΚΗ, 9. (Του ανταποκριτού μας) — Διαψεύδονται κατηγορηματικώς αι πληροφορίαι περί επανασυστάσεως συμμοριών. ΘΕΣΣΑΛΟΝΙΚΗ, 9. (Του ανταποκριτού μας) — Διαψεύδονται κατηγορηματικώς αι πληροφορίαι περί επανασυστάσεως συμμοριών.	[1205, 1378, 1564, 1479]
table-cell: Ηλεκτρ.	[248, 2008, 306, 2019]
body: Λόγω της ανεπαρκείας ισχύος θα επιβληθούν περιορισμοί εις την κατανάλωσιν του ηλεκτρικού ρεύματος.	[458, 1020, 644, 1069]
table-cell: 1884	[136, 2019, 176, 2030]
headline: Η ΓΕΝ. ΣΥΝΕΛΕΥΣΙΣ ΘΑ ΨΗΦΙΣΗ ΤΟ ΣΧΕΔΙΟΝ ΠΕΡΙ ΑΦΟΠΛΙΣΜΟΥ ΠΑΡΑ ΤΗΝ ΡΩΣΙΚΗΝ ΑΝΤΙΔΡΑΣΙΝ	[1238, 1843, 1531, 1869]
headline: Ο ΣΥΝΕΡΓΑΣΜΟΣ ΑΚΟΛΟΥΘΕΙ ΠΟΛΙΤΙΚΗΝ ΑΝΤΙΔΡΑΣΕΩΣ	[1220, 2051, 1549, 2064]
divider	[458, 847, 644, 848]
article-body: Η Γενική Συνέλευσις του Ο.Η.Ε. θα ψηφίση το σχέδιον περί αφοπλισμού παρά την αντίδρασιν της Ρωσίας. Η Γενική Συνέλευσις του Ο.Η.Ε. θα ψηφίση το σχέδιον περί αφοπλισμού παρά την αντίδρασιν της Ρωσίας. Η Γενική Συνέλευσις του Ο.Η.Ε. θα ψηφίση το σχέδιον περί αφοπλισμού παρά την αντίδρασιν της Ρωσίας. Η Γενική Συνέλευσις του Ο.Η.Ε. θα ψηφίση το σχέδιον περί αφοπλισμού παρά την αντίδρασιν της Ρωσίας.	[1205, 1884, 1564, 1986]
body: Ο υπουργός Δικαιοσύνης μετέβη χθες εις την Γυάρον προς επιθεώρησιν των εκεί φυλακών.	[1015, 768, 1188, 805]
body: Η φυσιογνωμία του χρηματιστηρίου παρέμεινεν αμετάβλητος. Αι συναλλαγαί υπήρξαν περιωρισμέναι εις όλα τα είδη.	[22, 2085, 129, 2171]
body: Υπό του υπουργείου Εμπορίου ρυθμίζεται το ζήτημα της διανομής πετρελαίου εις τους καταναλωτάς.	[22, 1670, 225, 1707]
headline-exetaseis: ΑΙ ΕΞΕΤΑΣΕΙΣ ΤΗΣ ΒΙΟΜΗΧΑΝΙΑΣ	[258, 1594, 418, 1605]
headline-sampotaz: ΑΙ ΠΛΗΡΟΦΟΡΙΑΙ ΠΕΡΙ ΣΑΜΠΟΤΑΖ ΕΙΣ ΤΗΝ ΑΕΡΟΠΟΡΙΑΝ	[236, 1368, 440, 1392]
economic-subtitle: ΤΟ ΧΡΗΜΑΤΙΣΤΗΡΙΟΝ	[122, 1957, 340, 1977]
body: Οι λειτουργοί της Μέσης Εκπαιδεύσεως υπέβαλον υπόμνημα προς τον υπουργόν της Παιδείας με τα αιτήματά των.	[837, 948, 1007, 998]
headline-laxeio: Η ΧΘΕΣΙΝΗ ΚΛΗΡΩΣΙΣ ΤΟΥ ΕΘΝΙΚΟΥ ΛΑΧΕΙΟΥ	[462, 1446, 640, 1469]
table-cell: 29.700	[176, 2019, 221, 2030]
body: Υπό του υπουργείου του Εμπορίου απεφασίσθη η εισαγωγή 5.000 τόννων οσπρίων διά την κάλυψιν των αναγκών.	[458, 1217, 644, 1267]
article-body: Η αυτόματος ωφέλεια διά διάφορα εισαχθέντα είδη ωρίσθη ως εξής: ύφασμα βάμβακος 125%, ελαστικά 100%, σίδηρος 60%, κασσίτερος 70%. Η αυτόματος ωφέλεια διά διάφορα εισαχθέντα είδη ωρίσθη ως εξής: ύφασμα βάμβακος 125%, ελαστικά 100%, σίδηρος 60%, κασσίτερος 70%. Η αυτόματος ωφέλεια διά διάφορα εισαχθέντα είδη ωρίσθη ως εξής: ύφασμα βάμβακος 125%, ελαστικά 100%, σίδηρος 60%, κασσίτερος 70%. Η αυτόματος ωφέλεια διά διάφορα εισαχθέντα είδη ωρίσθη ως εξής: ύφασμα βάμβακος 125%, ελαστικά 100%, σίδηρος 60%, κασσίτερος 70%. Η αυτόματος ωφέλεια διά διάφορα εισαχθέντα είδη ωρίσθη ως εξής: ύφασμα βάμβακος 125%, ελαστικά 100%, σίδηρος 60%, κασσίτερος 70%.	[1205, 1523, 1564, 1690]
body: Ρυθμίζεται το ζήτημα της παρασκευής αλεύρου εκ σίτου διάτου διά την αρτοποιίαν.	[1015, 878, 1188, 915]
divider	[1205, 1500, 1564, 1501]
divider	[1205, 1837, 1564, 1838]
center-narrow-column	[458, 499, 644, 1806]
headline-karkinos: ΗΥΤΟΚΤΟΝΗΣΕ ΔΙΟΤΙ ΕΠΑΣΧΕΝ ΕΚ ΚΑΡΚΙΝΟΥ	[1016, 1244, 1188, 1267]
table-cell: 1902	[136, 2062, 176, 2073]
table-cell: Εμπ.	[136, 2144, 186, 2155]
divider	[458, 975, 644, 976]
lottery-number: 64218 40.000	[458, 1596, 522, 1606]
headline-dikaiodosia: ΔΙΚΑΙΟΔΟΣΙΑΙ Η ΕΛΛΗΝΟΣ ΠΕΤΡΕΛΑΙΟΥ	[26, 1614, 221, 1626]
loans-table	[135, 1996, 221, 2106]
table-row	[136, 2095, 221, 2106]
headline-sygxrona: ΗΡΧΙΣΑΝ ΧΘΕΣ ΑΙ ΑΓΟΡΕΥΣΕΙΣ ΤΗΣ ΣΥΝΗΓΟΡΩΝ ΥΠΕΡΑΣΠΙΣΕΩΣ ΕΙΣ ΤΗΝ ΔΙΚΗΝ ΜΠΕΛΟΓΙΑΝΝΗ	[688, 1137, 1156, 1164]
headline: ΤΕΤΑΜΕΝΗ ΠΑΝΤΟΤΕ Η ΚΑΤΑΣΤΑΣΙΣ ΕΙΣ ΤΟ ΣΟΥΕΖ	[1224, 1189, 1545, 1203]
divider	[458, 1439, 644, 1440]
article-synergasmos	[1205, 2051, 1564, 2305]
body: ΛΑΡΙΣΑ, 9. — Αυτοκτόνησε χθες γνωστός έμπορος της πόλεως.	[1015, 1271, 1188, 1294]
table-row	[136, 2084, 221, 2095]
body: Οι βουλευταί της Ε.Δ.Α. θα ορκισθούν μεθαύριον εις την Βουλήν.	[1015, 583, 1188, 619]
masthead	[22, 10, 1564, 72]
banks-table	[135, 2110, 242, 2165]
economic-date: Κλείσιμον της Παρασκευής, 9 Νοεμβρίου 1951	[100, 1979, 362, 1992]
article-body: ΛΟΝΔΙΝΟΝ, 9. (Ιδ. υπηρ.) — Η κατάστασις εις την ζώνην του Σουέζ παραμένει τεταμένη. ΛΟΝΔΙΝΟΝ, 9. (Ιδ. υπηρ.) — Η κατάστασις εις την ζώνην του Σουέζ παραμένει τεταμένη. ΛΟΝΔΙΝΟΝ, 9. (Ιδ. υπηρ.) — Η κατάστασις εις την ζώνην του Σουέζ παραμένει τεταμένη.	[1205, 1207, 1564, 1272]
phones-line: ΤΗΛΕΦΩΝΑ: ΓΡΑΦΕΙΩΝ 23.310, 26.324 — ΤΥΠΟΓΡΑΦΕΙΑ: ΑΝΑΞΑΓΟΡΑ 5, ΤΗΛΕΦ. 26.341	[1089, 57, 1564, 69]
table-cell: 1924	[136, 2095, 176, 2106]
table-cell: 140.000	[186, 2133, 242, 2144]
gold-line: Η λίρα εκλείσε προς 226.420 — 226.500.	[22, 2175, 129, 2212]
divider	[458, 1810, 1188, 1811]
divider	[1205, 985, 1564, 986]
center-wide-column	[656, 499, 1188, 1806]
main-subhead: ΜΕΛΕΤΑΤΑΙ ΕΠΙΣΗΣ ΤΟ ΖΗΤΗΜΑ ΤΗΣ ΛΑΪΚΗΣ ΣΤΕΓΗΣ	[656, 178, 989, 194]
body: Κατόπιν εντολής του υπουργείου της Βιομηχανίας ο Γενικός Γραμματεύς θα ορίση την ημερομηνίαν των εξετάσεων.	[236, 1609, 440, 1646]
body: Η εκτελεστική επιτροπή της Α.Δ.Ε.Δ.Υ. θα συναντηθή σήμερον μετά του υπουργού των Οικονομικών προς συζήτησιν του μισθολογικού ζητήματος των δημοσίων υπαλλήλων.	[834, 637, 1001, 712]
headline: ΑΙ ΕΙΣ ΔΡΑΧΜΑΣ ΔΑΠΑΝΑΙ ΔΙΑ ΤΗΝ ΑΝΑΣΥΓΚΡΟΤΗΣΙΝ	[60, 454, 401, 468]
headline-anglos: ΑΓΓΛΟΣ ΔΙΚΗΓΟΡΟΣ ΑΠΟΧΩΡΕΙ ΤΗΣ ΑΙΘΟΥΣΗΣ	[807, 1168, 1037, 1180]
headline-eforia: ΕΦΟΝΕΥΣΕ ΤΗΝ ΑΔΕΛΦΗΝ ΤΟΥ ΔΙΟΤΙ ΑΠΕΙΚΕ ΚΑΚΗΝ ΒΙΟΝ	[247, 1482, 429, 1504]
headline-apergia: ΑΠΕΡΓΙΑ ΑΥΤΟΚΙΝΗΤΙΣΤΩΝ ΕΙΣ ΤΟ ΗΡΑΚΛΕΙΟΝ	[40, 1478, 207, 1500]
lottery-number: 12094 6.000	[557, 1548, 617, 1559]
headline-apergia-ypodimatergaton: ΑΠΕΡΓΙΑ ΔΙΑΡΚΕΙΑΣ ΤΩΝ ΥΠΟΔΗΜΑΤΕΡΓΑΤΩΝ	[490, 1369, 613, 1392]
table-cell: 1.130.000	[186, 2122, 242, 2133]
divider	[1205, 369, 1564, 370]
column-header: Διαφορά	[306, 1997, 351, 2008]
body: Εις χωρίον της επαρχίας εσημειώθη φοβερόν έγκλημα. Ο δράστης συνελήφθη υπό της Χωροφυλακής.	[236, 1508, 440, 1545]
headline: Η ΜΕΓ. ΒΡΕΤΑΝΝΙΑ ΑΠΟΤΕΛΕΙ ΠΡΟΚΕΧΩΡΗΜΕΝΗΝ ΑΤΟΜΙΚΗΝ ΒΑΣΙΝ ΤΩΝ ΗΝΩΜΕΝΩΝ ΠΟΛΙΤΕΙΩΝ, ΤΟΝΙΖΕΙ Ο Κ. ΤΣΩΡΤΣΙΛ	[1206, 375, 1563, 413]
article-mythistorima	[1205, 1348, 1564, 1496]
table-cell: 34.100	[176, 2095, 221, 2106]
body: Υπό του Κακουργιοδικείου κατεδικάσθη ο αδελφοκτόνος.	[1015, 1316, 1188, 1341]
article-metra-body	[458, 240, 1188, 490]
article-korea	[1205, 668, 1564, 981]
table-cell: Βιο	[248, 2030, 306, 2041]
body: Αντιπροσωπεία των σιτοπαραγωγών επεσκέφθη τον κ. Πλαστήραν και υπέβαλε τα αιτήματα του κλάδου.	[458, 791, 644, 840]
column-header: ΤΡΑΠΕΖΑΙ	[136, 2111, 186, 2122]
body: Εις το υπουργείον του Εμπορίου συνεζητήθη το ζήτημα του εφοδιασμού της αγοράς διά τας εορτάς.	[656, 1046, 1001, 1123]
divider	[656, 1008, 1188, 1009]
divider	[1205, 2046, 1564, 2047]
headline-adedy: Η Α.Δ.Ε.Δ.Υ. ΘΑ ΖΗΤΗΣΗ ΚΑΤΑ ΤΗΝ ΣΗΜΕΡΙΝΗΝ ΣΥΝΑΝΤΗΣΙΝ ΤΗΣ ΜΕ ΤΟΝ ΥΠΟΥΡΓΟΝ ΤΩΝ ΟΙΚΟΝΟΜΙΚΩΝ ΤΗΝ ΟΡΙΣΤΙΚΗΝ ΛΥΣΙΝ ΤΟΥ ΜΙΣΘΟΛΟΓΙΚΟΥ ΖΗΤΗΜΑΤΟΣ ΤΩΝ ΔΗΜΟΣΙΩΝ ΥΠΑΛΛΗΛΩΝ	[658, 500, 999, 556]
body: Ρυθμίζεται το ζήτημα της παρασκευής αλεύρου εκ σίτου διάτου διά την αρτοποιίαν.	[1015, 837, 1188, 874]
body: Η φυσιογνωμία του χρηματιστηρίου παρέμεινεν αμετάβλητος. Αι συναλλαγαί υπήρξαν περιωρισμέναι εις όλα τα είδη.	[22, 1996, 129, 2082]
column-header: ΔΑΝΕΙΑ	[136, 1997, 176, 2008]
divider	[22, 1360, 440, 1361]
body: Η εκτελεστική επιτροπή της Α.Δ.Ε.Δ.Υ. θα συναντηθή σήμερον μετά του υπουργού των Οικονομικών προς συζήτησιν του μισθολογικού ζητήματος των δημοσίων υπαλλήλων.	[656, 560, 823, 633]
headline-stratiotis: ΤΟΝ ΕΤΡΑΥΜΑΤΙΣΕ ΚΑΤΟΠΙΝ ΛΟΓΟΜΑΧΙΑΣ	[1032, 1347, 1171, 1371]
body: Υπό του υπουργείου Εμπορίου ρυθμίζεται το ζήτημα της διανομής πετρελαίου εις τους καταναλωτάς.	[22, 1629, 225, 1666]
lottery-number: 76531 8.000	[557, 1536, 617, 1547]
article-body: ΠΑΡΙΣΙΟΙ, 9. (Ιδ. υπηρ.) — Αι επτά δυνάμεις θα αναγγείλουν σήμερον την απόφασίν των περί οργανώσεως της αμύνης της Μέσης Ανατολής. ΠΑΡΙΣΙΟΙ, 9. (Ιδ. υπηρ.) — Αι επτά δυνάμεις θα αναγγείλουν σήμερον την απόφασίν των περί οργανώσεως της αμύνης της Μέσης Ανατολής.	[1205, 1036, 1564, 1098]
divider	[22, 979, 440, 980]
body: Δι' εγκυκλίου του υπουργείου Εργασίας ορίζεται ότι το δώρον των εορτών καταβάλλεται υποχρεωτικώς και εις τους απολυομένους μισθωτούς.	[656, 761, 823, 823]
lottery-number: 23882 500.000	[458, 1536, 528, 1547]
article-vretania	[1205, 375, 1564, 658]
table-row	[248, 2030, 351, 2041]
lottery-number: 40215 1.000.000	[458, 1524, 539, 1535]
table-cell: 32.000	[306, 2084, 351, 2095]
headline-eksi-ekrixeis: ΕΞ ΕΚΡΗΞΕΙΣ, ΑΛΛΑ ΒΡΟΝΤΙΑ ΕΚΛΗ ΤΑ ΑΙΤΙΑ	[1029, 1048, 1175, 1070]
divider	[22, 448, 440, 449]
table-row	[248, 2008, 351, 2019]
economic-life	[22, 1905, 440, 2306]
